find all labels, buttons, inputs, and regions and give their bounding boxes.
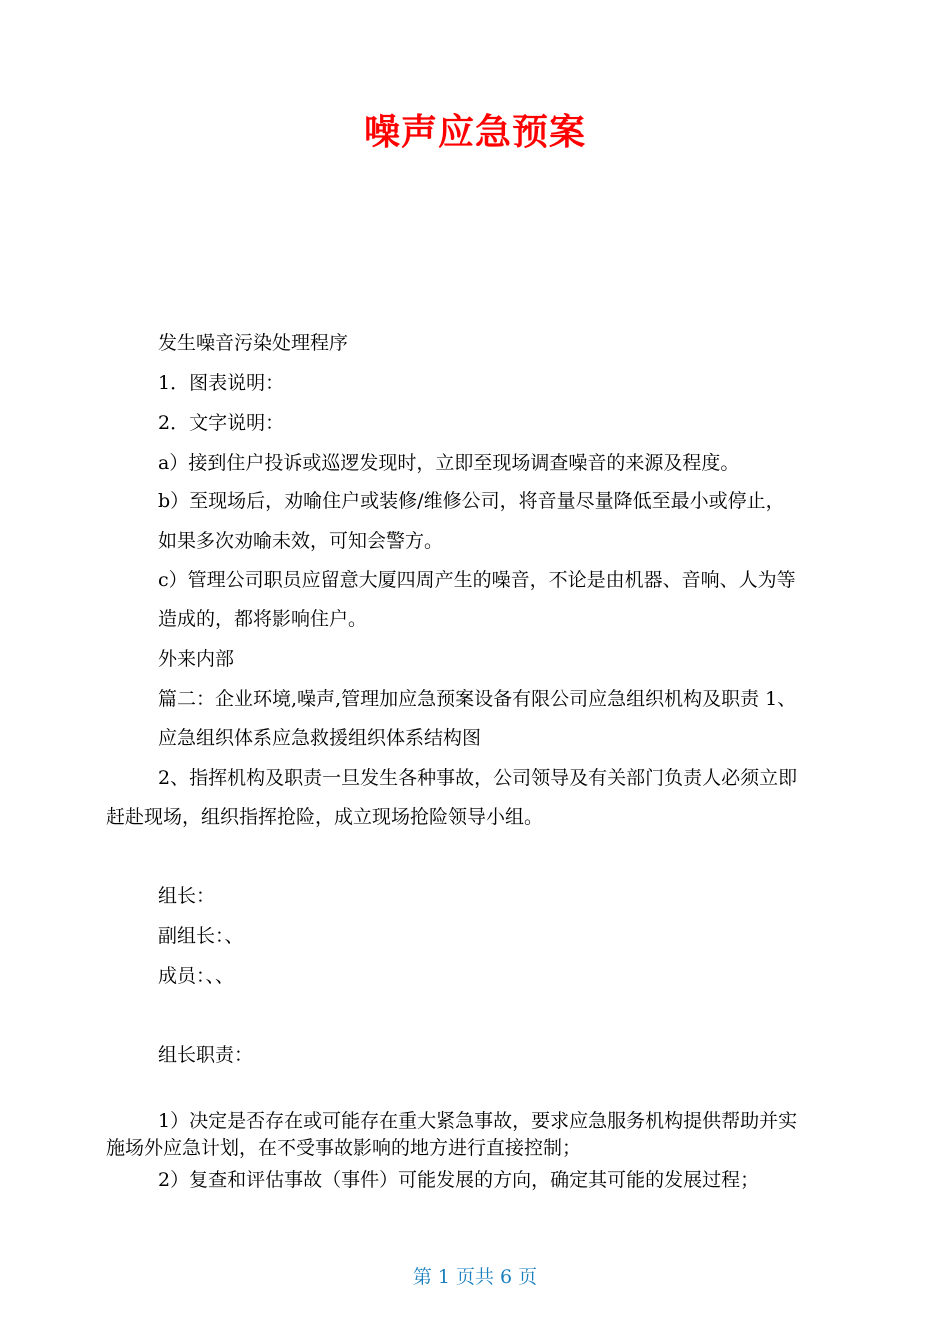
page-footer: 第 1 页共 6 页 (412, 1266, 538, 1288)
paragraph-line: 2）复查和评估事故（事件）可能发展的方向，确定其可能的发展过程； (158, 1169, 760, 1191)
paragraph-line: 副组长：、 (158, 925, 244, 947)
paragraph-line: 2．文字说明： (158, 412, 285, 434)
paragraph-line: c）管理公司职员应留意大厦四周产生的噪音，不论是由机器、音响、人为等 (158, 569, 796, 591)
paragraph-line: 1）决定是否存在或可能存在重大紧急事故，要求应急服务机构提供帮助并实 (158, 1110, 798, 1132)
paragraph-line: 2、指挥机构及职责一旦发生各种事故，公司领导及有关部门负责人必须立即 (158, 767, 798, 789)
paragraph-line: 组长： (158, 885, 216, 907)
paragraph-line: 1．图表说明： (158, 372, 285, 394)
paragraph-line: 发生噪音污染处理程序 (158, 332, 349, 354)
paragraph-line: 造成的，都将影响住户。 (158, 608, 368, 630)
paragraph-line: 外来内部 (158, 648, 235, 670)
paragraph-line: 赶赴现场，组织指挥抢险，成立现场抢险领导小组。 (106, 806, 544, 828)
document-title: 噪声应急预案 (363, 111, 586, 153)
paragraph-line: 如果多次劝喻未效，可知会警方。 (158, 530, 444, 552)
paragraph-line: 成员：、、 (158, 965, 235, 987)
paragraph-line: 应急组织体系应急救援组织体系结构图 (158, 727, 482, 749)
paragraph-line: 施场外应急计划，在不受事故影响的地方进行直接控制； (106, 1137, 582, 1159)
paragraph-line: b）至现场后，劝喻住户或装修/维修公司，将音量尽量降低至最小或停止， (158, 490, 785, 512)
paragraph-line: 篇二：企业环境,噪声,管理加应急预案设备有限公司应急组织机构及职责 1、 (158, 688, 797, 710)
paragraph-line: a）接到住户投诉或巡逻发现时，立即至现场调查噪音的来源及程度。 (158, 452, 740, 474)
paragraph-line: 组长职责： (158, 1044, 254, 1066)
